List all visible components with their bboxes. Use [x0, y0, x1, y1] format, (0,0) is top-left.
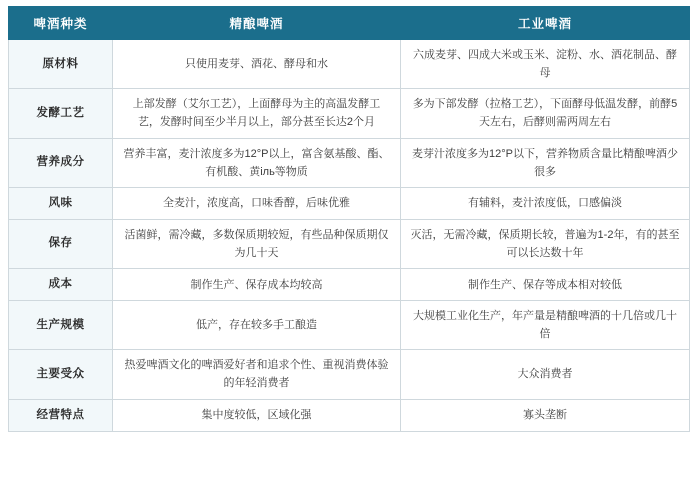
cell-industrial-cost: 制作生产、保存等成本相对较低: [401, 269, 690, 301]
cell-industrial-business-features: 寡头垄断: [401, 399, 690, 431]
column-header-industrial-beer: 工业啤酒: [401, 7, 690, 40]
column-header-craft-beer: 精酿啤酒: [113, 7, 401, 40]
table-row: [9, 187, 690, 219]
table-row: [9, 269, 690, 301]
table-row: [9, 89, 690, 138]
cell-industrial-production-scale: 大规模工业化生产，年产量是精酿啤酒的十几倍或几十倍: [401, 301, 690, 350]
column-header-category: 啤酒种类: [9, 7, 113, 40]
cell-industrial-storage: 灭活，无需冷藏，保质期长较，普遍为1-2年，有的甚至可以长达数十年: [401, 219, 690, 268]
cell-craft-storage: 活菌鲜，需冷藏，多数保质期较短，有些品种保质期仅为几十天: [113, 219, 401, 268]
table-row: [9, 40, 690, 89]
table-row: [9, 399, 690, 431]
cell-craft-nutrition: 营养丰富，麦汁浓度多为12°P以上，富含氨基酸、酯、有机酸、黄іль等物质: [113, 138, 401, 187]
row-label-business-features: 经营特点: [9, 399, 113, 431]
row-label-fermentation: 发酵工艺: [9, 89, 113, 138]
table-row: [9, 301, 690, 350]
beer-comparison-table: [8, 6, 690, 432]
table-row: [9, 138, 690, 187]
row-label-audience: 主要受众: [9, 350, 113, 399]
row-label-nutrition: 营养成分: [9, 138, 113, 187]
cell-industrial-fermentation: 多为下部发酵（拉格工艺），下面酵母低温发酵，前酵5天左右，后酵则需两周左右: [401, 89, 690, 138]
table-header-row: [9, 7, 690, 40]
cell-industrial-audience: 大众消费者: [401, 350, 690, 399]
table-header: [9, 7, 690, 40]
table-body: [9, 40, 690, 432]
cell-craft-flavor: 全麦汁，浓度高，口味香醇，后味优雅: [113, 187, 401, 219]
row-label-storage: 保存: [9, 219, 113, 268]
cell-industrial-nutrition: 麦芽汁浓度多为12°P以下，营养物质含量比精酿啤酒少很多: [401, 138, 690, 187]
cell-craft-audience: 热爱啤酒文化的啤酒爱好者和追求个性、重视消费体验的年轻消费者: [113, 350, 401, 399]
cell-industrial-raw-material: 六成麦芽、四成大米或玉米、淀粉、水、酒花制品、酵母: [401, 40, 690, 89]
table-row: [9, 219, 690, 268]
cell-craft-raw-material: 只使用麦芽、酒花、酵母和水: [113, 40, 401, 89]
cell-craft-cost: 制作生产、保存成本均较高: [113, 269, 401, 301]
cell-industrial-flavor: 有辅料，麦汁浓度低，口感偏淡: [401, 187, 690, 219]
row-label-flavor: 风味: [9, 187, 113, 219]
cell-craft-production-scale: 低产，存在较多手工酿造: [113, 301, 401, 350]
table-row: [9, 350, 690, 399]
cell-craft-business-features: 集中度较低，区域化强: [113, 399, 401, 431]
row-label-cost: 成本: [9, 269, 113, 301]
row-label-production-scale: 生产规模: [9, 301, 113, 350]
cell-craft-fermentation: 上部发酵（艾尔工艺），上面酵母为主的高温发酵工艺，发酵时间至少半月以上，部分甚至长达2个月: [113, 89, 401, 138]
row-label-raw-material: 原材料: [9, 40, 113, 89]
